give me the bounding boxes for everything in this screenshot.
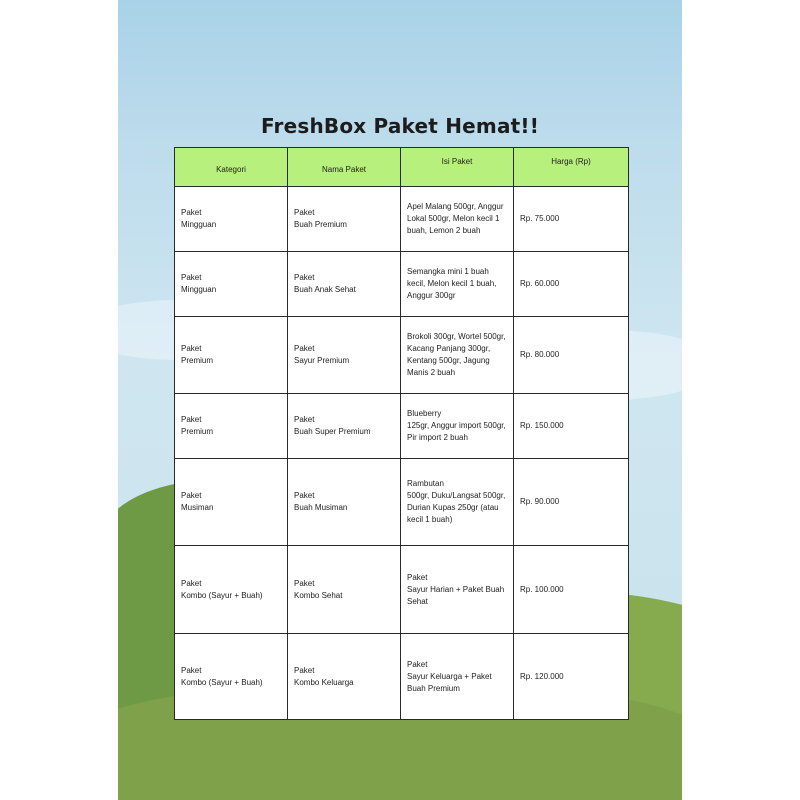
table-row (175, 634, 629, 720)
kategori-cell: Paket Kombo (Sayur + Buah) (175, 634, 288, 720)
harga-cell: Rp. 120.000 (514, 634, 629, 720)
poster-background (118, 0, 682, 800)
nama-paket-cell: Paket Buah Anak Sehat (288, 252, 401, 317)
kategori-cell: Paket Premium (175, 394, 288, 459)
harga-cell: Rp. 80.000 (514, 317, 629, 394)
column-header: Kategori (175, 148, 288, 187)
table-row (175, 546, 629, 634)
harga-cell: Rp. 60.000 (514, 252, 629, 317)
kategori-cell: Paket Premium (175, 317, 288, 394)
isi-paket-cell: Rambutan 500gr, Duku/Langsat 500gr, Durian Kupas 250gr (atau kecil 1 buah) (401, 459, 514, 546)
harga-cell: Rp. 100.000 (514, 546, 629, 634)
nama-paket-cell: Paket Buah Premium (288, 187, 401, 252)
column-header: Nama Paket (288, 148, 401, 187)
isi-paket-cell: Semangka mini 1 buah kecil, Melon kecil 1 buah, Anggur 300gr (401, 252, 514, 317)
isi-paket-cell: Brokoli 300gr, Wortel 500gr, Kacang Panjang 300gr, Kentang 500gr, Jagung Manis 2 buah (401, 317, 514, 394)
kategori-cell: Paket Kombo (Sayur + Buah) (175, 546, 288, 634)
page-title: FreshBox Paket Hemat!! (260, 114, 540, 138)
table-row (175, 459, 629, 546)
kategori-cell: Paket Mingguan (175, 187, 288, 252)
harga-cell: Rp. 90.000 (514, 459, 629, 546)
table-row (175, 394, 629, 459)
table-row (175, 187, 629, 252)
isi-paket-cell: Apel Malang 500gr, Anggur Lokal 500gr, Melon kecil 1 buah, Lemon 2 buah (401, 187, 514, 252)
kategori-cell: Paket Musiman (175, 459, 288, 546)
harga-cell: Rp. 75.000 (514, 187, 629, 252)
package-table (174, 147, 629, 720)
harga-cell: Rp. 150.000 (514, 394, 629, 459)
nama-paket-cell: Paket Buah Super Premium (288, 394, 401, 459)
isi-paket-cell: Paket Sayur Keluarga + Paket Buah Premium (401, 634, 514, 720)
column-header: Harga (Rp) (514, 148, 629, 187)
table-row (175, 317, 629, 394)
nama-paket-cell: Paket Kombo Keluarga (288, 634, 401, 720)
table-row (175, 252, 629, 317)
nama-paket-cell: Paket Buah Musiman (288, 459, 401, 546)
table-header-row (175, 148, 629, 187)
kategori-cell: Paket Mingguan (175, 252, 288, 317)
column-header: Isi Paket (401, 148, 514, 187)
isi-paket-cell: Paket Sayur Harian + Paket Buah Sehat (401, 546, 514, 634)
nama-paket-cell: Paket Kombo Sehat (288, 546, 401, 634)
isi-paket-cell: Blueberry 125gr, Anggur import 500gr, Pir import 2 buah (401, 394, 514, 459)
nama-paket-cell: Paket Sayur Premium (288, 317, 401, 394)
